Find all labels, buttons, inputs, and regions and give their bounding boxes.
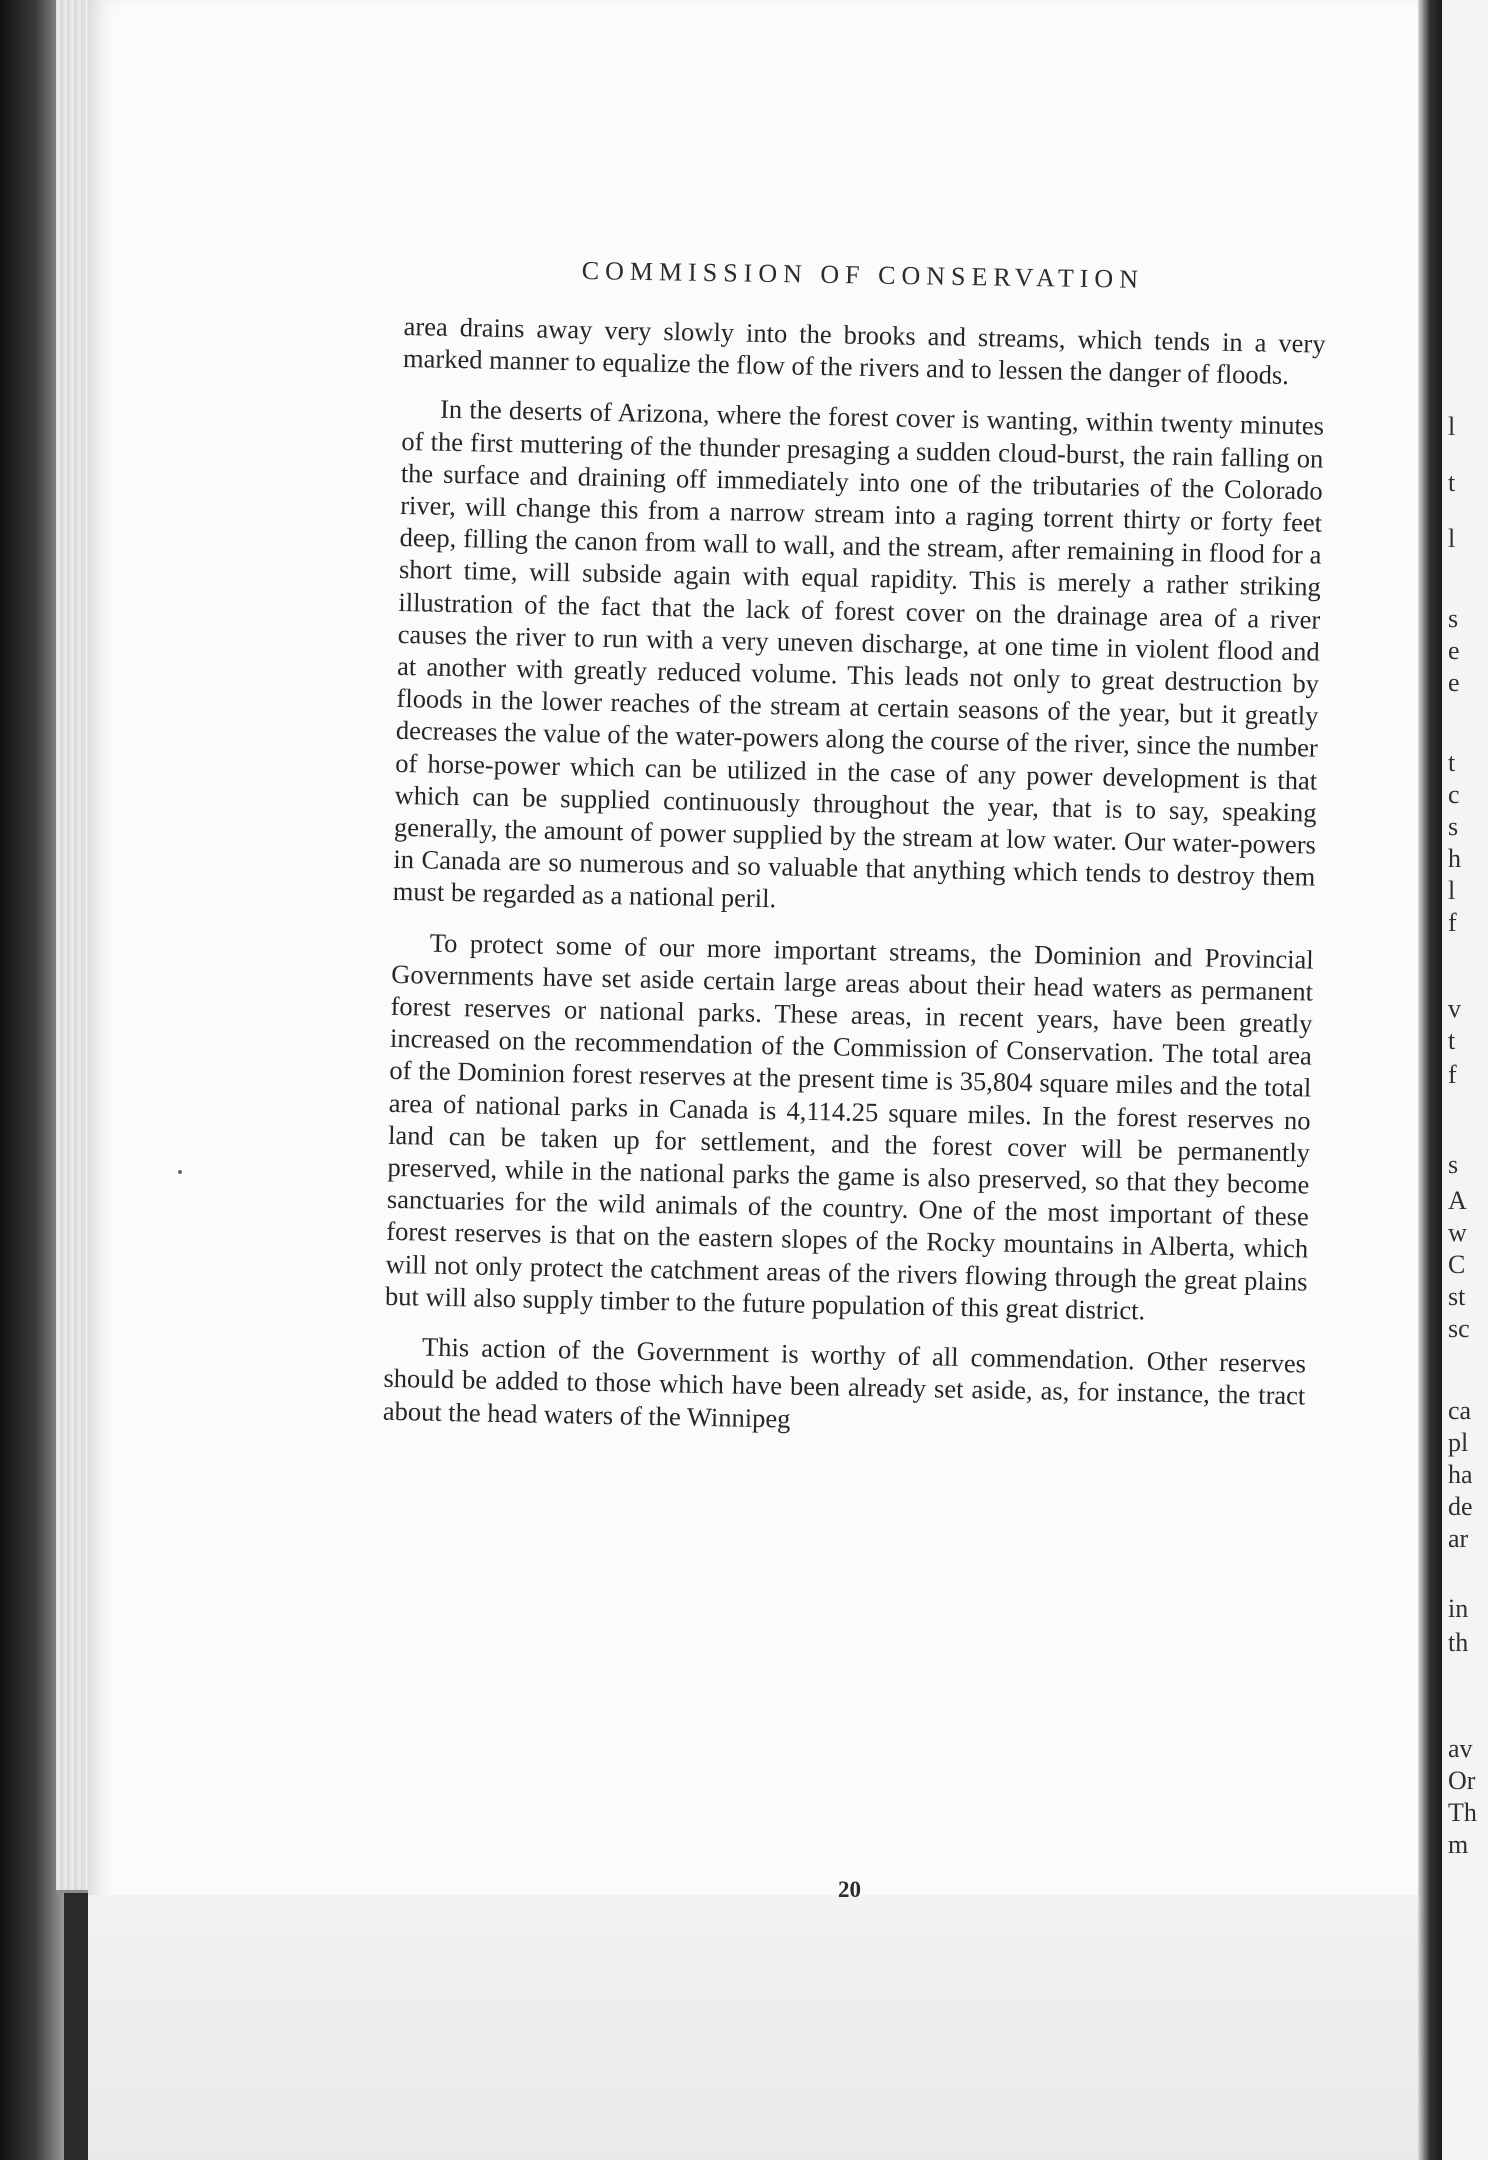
facing-page-fragment: de bbox=[1448, 1492, 1473, 1521]
facing-page-fragment: l bbox=[1448, 524, 1456, 553]
facing-page-fragment: h bbox=[1448, 844, 1461, 873]
facing-page-edge bbox=[1442, 0, 1488, 2160]
facing-page-fragment: w bbox=[1448, 1218, 1467, 1247]
paragraph: area drains away very slowly into the brooks and streams, which tends in a very marked manner to equalize the flow of the rivers and to lessen the danger of floods. bbox=[402, 310, 1326, 391]
facing-page-fragment: ha bbox=[1448, 1460, 1473, 1489]
book-gutter bbox=[1418, 0, 1442, 2160]
facing-page-fragment: s bbox=[1448, 1150, 1459, 1179]
facing-page-fragment: av bbox=[1448, 1734, 1473, 1763]
facing-page-fragment: f bbox=[1448, 1060, 1457, 1089]
facing-page-fragment: t bbox=[1448, 1026, 1456, 1055]
facing-page-fragment: c bbox=[1448, 780, 1460, 809]
body-text bbox=[382, 310, 1326, 1462]
facing-page-fragment: t bbox=[1448, 468, 1456, 497]
facing-page-fragment: f bbox=[1448, 908, 1457, 937]
facing-page-fragment: s bbox=[1448, 812, 1459, 841]
facing-page-fragment: m bbox=[1448, 1830, 1469, 1859]
facing-page-fragment: s bbox=[1448, 604, 1459, 633]
facing-page-fragment: Or bbox=[1448, 1766, 1476, 1795]
facing-page-fragment: e bbox=[1448, 668, 1460, 697]
facing-page-fragment: th bbox=[1448, 1628, 1469, 1657]
paragraph: In the deserts of Arizona, where the forest cover is wanting, within twenty minutes of the first muttering of the thunder presaging a sudden cloud-burst, the rain falling on the surface and draining off immediately into one of the tributaries of the Colorado river, will change this from a narrow stream into a raging torrent thirty or forty feet deep, filling the canon from wall to wall, and the stream, after remaining in flood for a short time, will subside again with equal rapidity. This is merely a rather striking illustration of the fact that the lack of forest cover on the drainage area of a river causes the river to run with a very uneven discharge, at one time in violent flood and at another with greatly reduced volume. This leads not only to great destruction by floods in the lower reaches of the stream at certain seasons of the year, but it greatly decreases the value of the water-powers along the course of the river, since the number of horse-power which can be utilized in the case of any power development is that which can be supplied continuously throughout the year, that is to say, speaking generally, the amount of power supplied by the stream at low water. Our water-powers in Canada are so numerous and so valuable that anything which tends to destroy them must be regarded as a national peril. bbox=[392, 394, 1325, 914]
facing-page-fragment: A bbox=[1448, 1186, 1467, 1215]
facing-page-fragment: pl bbox=[1448, 1428, 1469, 1457]
facing-page-fragment: l bbox=[1448, 876, 1456, 905]
facing-page-fragment: st bbox=[1448, 1282, 1466, 1311]
scan-speck bbox=[178, 1170, 182, 1174]
facing-page-fragment: e bbox=[1448, 636, 1460, 665]
facing-page-fragment: v bbox=[1448, 994, 1461, 1023]
facing-page-fragment: Th bbox=[1448, 1798, 1477, 1827]
facing-page-fragment: ca bbox=[1448, 1396, 1472, 1425]
scan-left-edge bbox=[0, 0, 64, 2160]
facing-page-fragment: ar bbox=[1448, 1524, 1469, 1553]
facing-page-fragment: sc bbox=[1448, 1314, 1470, 1343]
page-bottom-shade bbox=[88, 1895, 1433, 2160]
running-head: COMMISSION OF CONSERVATION bbox=[581, 256, 1145, 294]
paragraph: This action of the Government is worthy of all commendation. Other reserves should be added to those which have been already set aside, as, for instance, the tract about the head waters of the Winnipeg bbox=[382, 1331, 1307, 1434]
facing-page-fragment: C bbox=[1448, 1250, 1466, 1279]
paragraph: To protect some of our more important streams, the Dominion and Provincial Governments have set aside certain large areas about their head waters as permanent forest reserves or national parks. These areas, in recent years, have been greatly increased on the recommendation of the Commission of Conservation. The total area of the Dominion forest reserves at the present time is 35,804 square miles and the total area of national parks in Canada is 4,114.25 square miles. In the forest reserves no land can be taken up for settlement, and the forest cover will be permanently preserved, while in the national parks the game is also preserved, so that they become sanctuaries for the wild animals of the country. One of the most important of these forest reserves is that on the eastern slopes of the Rocky mountains in Alberta, which will not only protect the catchment areas of the rivers flowing through the great plains but will also supply timber to the future population of this great district. bbox=[384, 927, 1314, 1326]
facing-page-fragment: t bbox=[1448, 748, 1456, 777]
facing-page-fragment: l bbox=[1448, 412, 1456, 441]
facing-page-fragment: in bbox=[1448, 1594, 1469, 1623]
page-number: 20 bbox=[838, 1877, 861, 1902]
